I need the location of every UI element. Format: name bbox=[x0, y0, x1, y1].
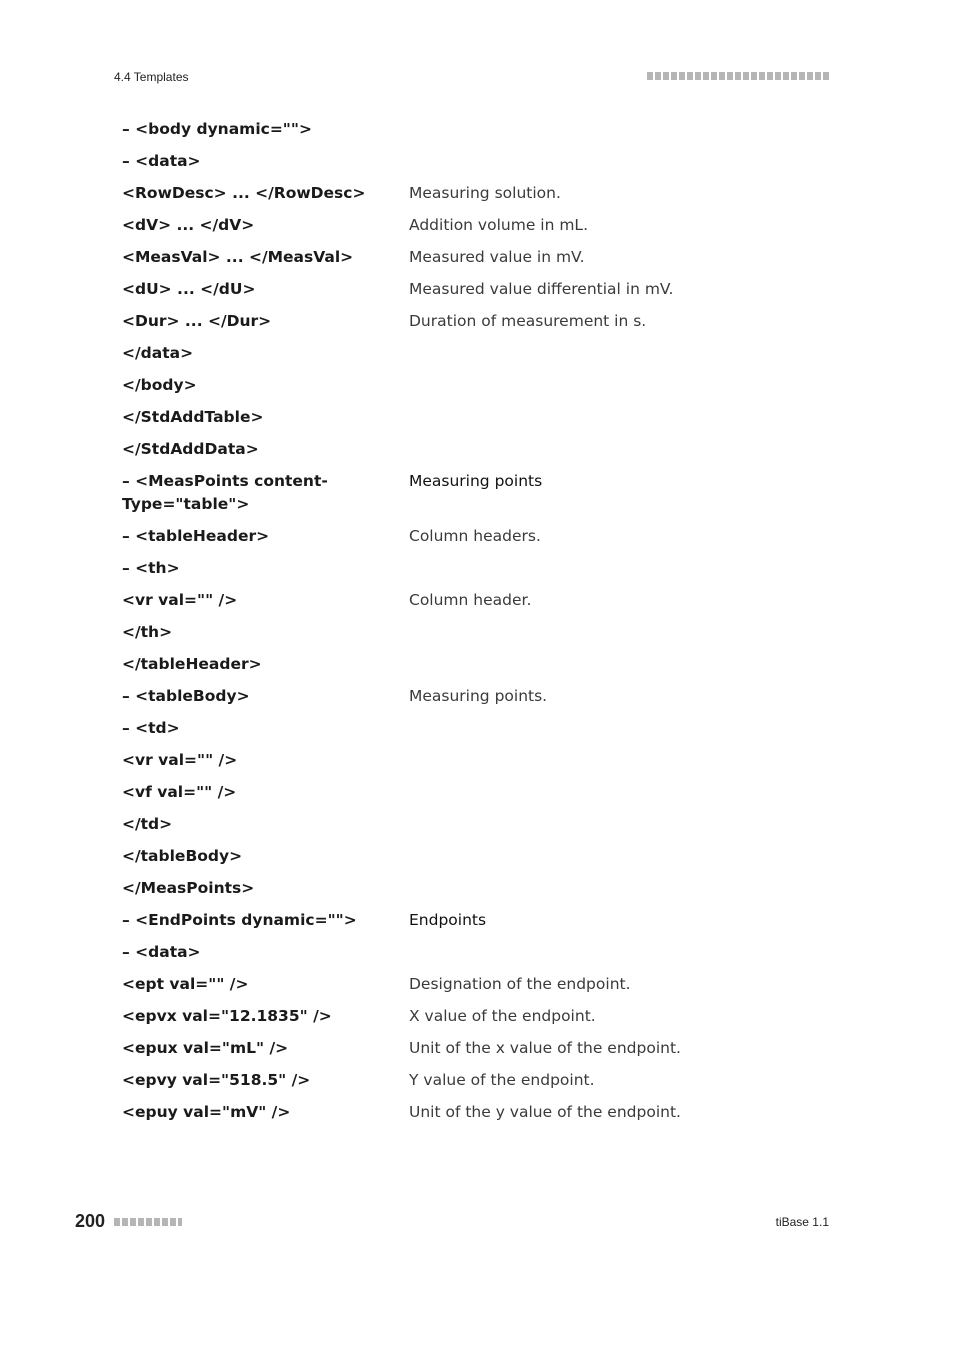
definition-row bbox=[122, 749, 762, 781]
header-dots-decoration bbox=[647, 72, 829, 80]
definition-row bbox=[122, 214, 762, 246]
definition-row bbox=[122, 685, 762, 717]
xml-element: – <th> bbox=[122, 559, 180, 577]
element-description: Addition volume in mL. bbox=[409, 216, 588, 234]
xml-element: <epvy val="518.5" /> bbox=[122, 1071, 311, 1089]
xml-element: </th> bbox=[122, 623, 173, 641]
definition-row bbox=[122, 1101, 762, 1133]
definition-row bbox=[122, 470, 762, 525]
xml-element: – <td> bbox=[122, 719, 180, 737]
definition-row bbox=[122, 621, 762, 653]
xml-element: </StdAddData> bbox=[122, 440, 259, 458]
xml-element: </data> bbox=[122, 344, 194, 362]
definition-row bbox=[122, 525, 762, 557]
definition-row bbox=[122, 118, 762, 150]
xml-element: </body> bbox=[122, 376, 197, 394]
element-description: Measured value differential in mV. bbox=[409, 280, 674, 298]
section-title: 4.4 Templates bbox=[114, 70, 189, 84]
xml-element: – <EndPoints dynamic=""> bbox=[122, 911, 357, 929]
definition-row bbox=[122, 877, 762, 909]
definition-row bbox=[122, 150, 762, 182]
definition-row bbox=[122, 310, 762, 342]
definition-row bbox=[122, 973, 762, 1005]
group-heading: Measuring points bbox=[409, 472, 543, 490]
xml-element: <MeasVal> ... </MeasVal> bbox=[122, 248, 354, 266]
element-description: Measuring points. bbox=[409, 687, 548, 705]
element-description: Measuring solution. bbox=[409, 184, 561, 202]
definition-row bbox=[122, 342, 762, 374]
xml-element: <dV> ... </dV> bbox=[122, 216, 255, 234]
definition-row bbox=[122, 438, 762, 470]
definition-row bbox=[122, 374, 762, 406]
definition-row bbox=[122, 246, 762, 278]
xml-element: – <data> bbox=[122, 152, 201, 170]
product-name: tiBase 1.1 bbox=[775, 1215, 829, 1229]
xml-element: <epux val="mL" /> bbox=[122, 1039, 289, 1057]
xml-element: <epuy val="mV" /> bbox=[122, 1103, 291, 1121]
definition-row bbox=[122, 589, 762, 621]
xml-element: </StdAddTable> bbox=[122, 408, 264, 426]
xml-element: <vf val="" /> bbox=[122, 783, 237, 801]
definition-row bbox=[122, 406, 762, 438]
definition-row bbox=[122, 278, 762, 310]
xml-element: – <body dynamic=""> bbox=[122, 120, 312, 138]
definition-row bbox=[122, 1069, 762, 1101]
xml-element: </td> bbox=[122, 815, 173, 833]
footer-dots-decoration bbox=[114, 1218, 182, 1226]
xml-element: <vr val="" /> bbox=[122, 591, 238, 609]
definition-row bbox=[122, 845, 762, 877]
element-description: Unit of the x value of the endpoint. bbox=[409, 1039, 681, 1057]
definition-row bbox=[122, 941, 762, 973]
xml-element: – <MeasPoints content-Type="table"> bbox=[122, 472, 328, 513]
group-heading: Endpoints bbox=[409, 911, 487, 929]
definition-row bbox=[122, 653, 762, 685]
element-description: Designation of the endpoint. bbox=[409, 975, 631, 993]
element-description: Y value of the endpoint. bbox=[409, 1071, 595, 1089]
element-description: Measured value in mV. bbox=[409, 248, 585, 266]
element-description: Unit of the y value of the endpoint. bbox=[409, 1103, 681, 1121]
definition-row bbox=[122, 717, 762, 749]
definition-row bbox=[122, 1005, 762, 1037]
element-description: Column headers. bbox=[409, 527, 541, 545]
xml-element: <epvx val="12.1835" /> bbox=[122, 1007, 332, 1025]
definition-row bbox=[122, 557, 762, 589]
element-description: Column header. bbox=[409, 591, 532, 609]
xml-element: – <data> bbox=[122, 943, 201, 961]
definition-row bbox=[122, 813, 762, 845]
element-description: X value of the endpoint. bbox=[409, 1007, 596, 1025]
definition-list bbox=[122, 118, 762, 1133]
xml-element: </tableBody> bbox=[122, 847, 243, 865]
page-number: 200 bbox=[75, 1211, 106, 1231]
definition-row bbox=[122, 909, 762, 941]
definition-row bbox=[122, 1037, 762, 1069]
xml-element: <ept val="" /> bbox=[122, 975, 249, 993]
definition-row bbox=[122, 182, 762, 214]
xml-element: – <tableBody> bbox=[122, 687, 250, 705]
xml-element: <vr val="" /> bbox=[122, 751, 238, 769]
xml-element: – <tableHeader> bbox=[122, 527, 270, 545]
definition-row bbox=[122, 781, 762, 813]
xml-element: </tableHeader> bbox=[122, 655, 262, 673]
xml-element: <dU> ... </dU> bbox=[122, 280, 256, 298]
xml-element: <Dur> ... </Dur> bbox=[122, 312, 272, 330]
xml-element: <RowDesc> ... </RowDesc> bbox=[122, 184, 366, 202]
xml-element: </MeasPoints> bbox=[122, 879, 255, 897]
element-description: Duration of measurement in s. bbox=[409, 312, 647, 330]
